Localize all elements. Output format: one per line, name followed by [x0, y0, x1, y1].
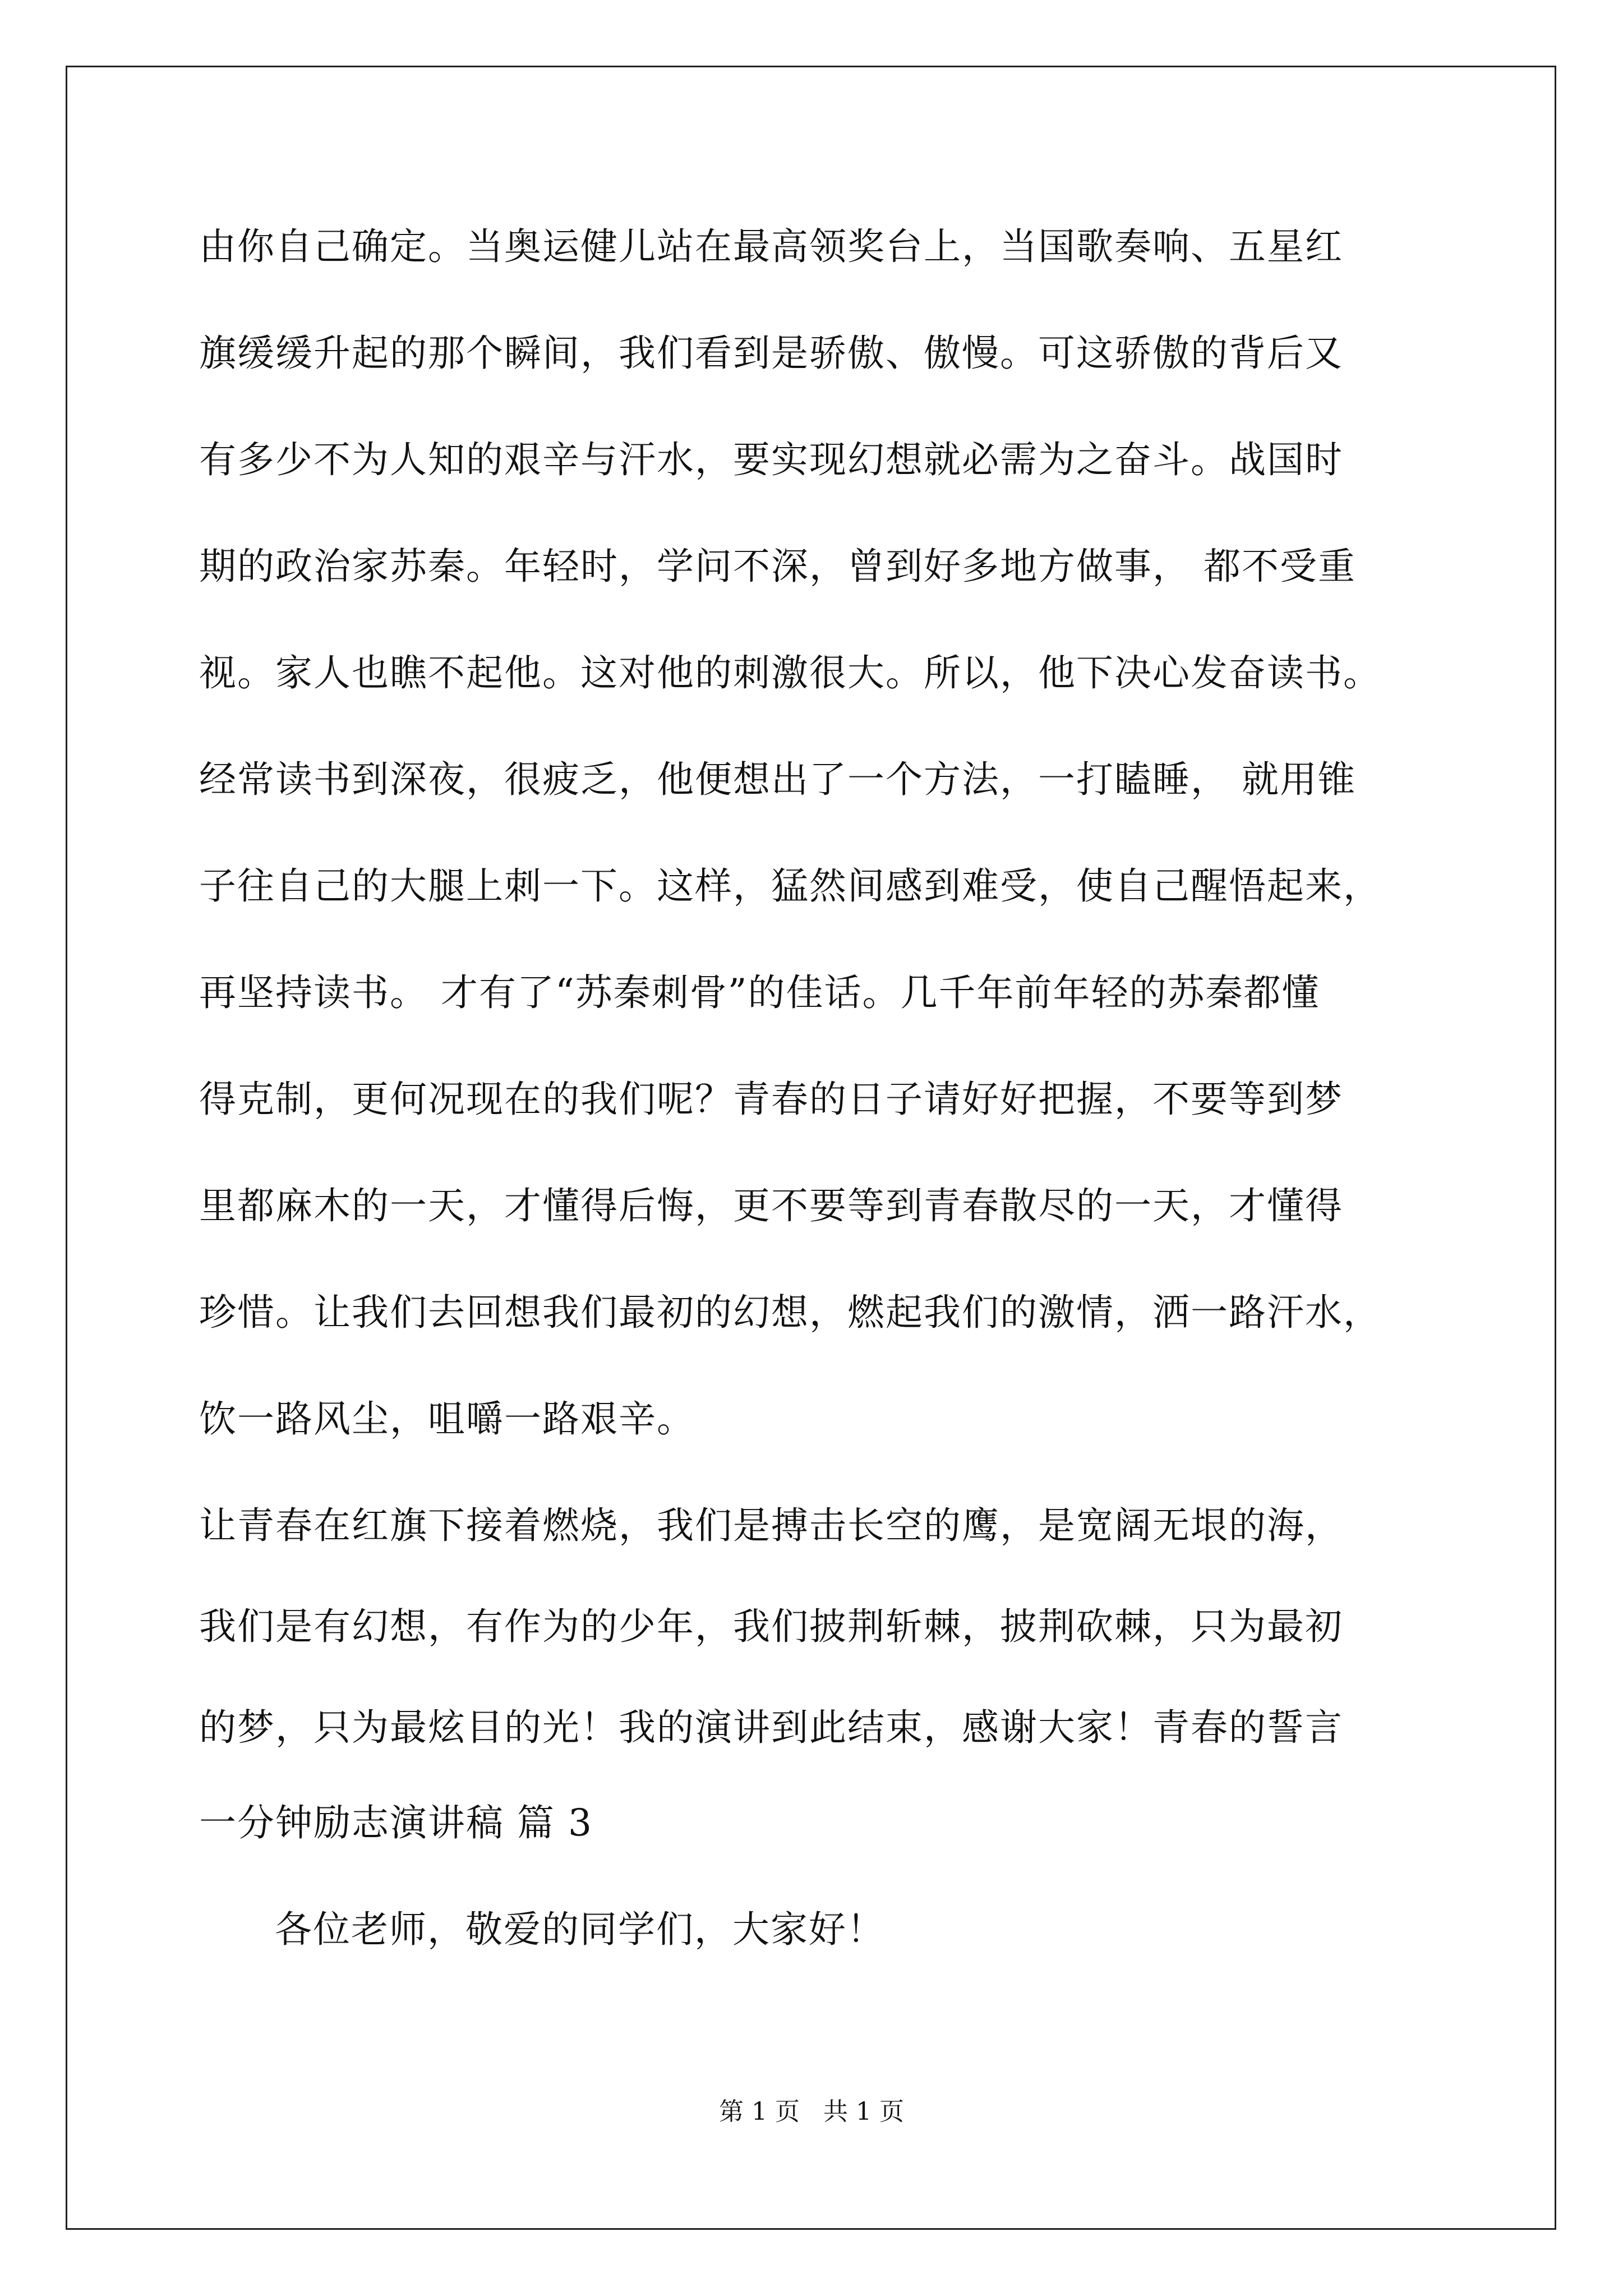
body-text-line: 旗缓缓升起的那个瞬间，我们看到是骄傲、傲慢。可这骄傲的背后又 [199, 332, 1343, 375]
body-text-line: 我们是有幻想，有作为的少年，我们披荆斩棘，披荆砍棘，只为最初 [199, 1605, 1343, 1648]
body-text-line: 期的政治家苏秦。年轻时，学问不深，曾到好多地方做事， 都不受重 [199, 545, 1356, 588]
body-text-line: 再坚持读书。 才有了“苏秦刺骨”的佳话。几千年前年轻的苏秦都懂 [199, 971, 1320, 1014]
body-text-line: 得克制，更何况现在的我们呢？青春的日子请好好把握，不要等到梦 [199, 1078, 1343, 1121]
body-text-line: 里都麻木的一天，才懂得后悔，更不要等到青春散尽的一天，才懂得 [199, 1184, 1343, 1227]
greeting-line: 各位老师，敬爱的同学们，大家好！ [275, 1908, 885, 1951]
body-text-line: 饮一路风尘，咀嚼一路艰辛。 [199, 1397, 695, 1441]
body-text-line: 子往自己的大腿上刺一下。这样，猛然间感到难受，使自己醒悟起来， [199, 864, 1381, 908]
body-text-line: 让青春在红旗下接着燃烧，我们是搏击长空的鹰，是宽阔无垠的海， [199, 1504, 1343, 1547]
body-text-line: 有多少不为人知的艰辛与汗水，要实现幻想就必需为之奋斗。战国时 [199, 438, 1343, 481]
body-text-line: 视。家人也瞧不起他。这对他的刺激很大。所以，他下决心发奋读书。 [199, 651, 1381, 694]
body-text-line: 由你自己确定。当奥运健儿站在最高领奖台上，当国歌奏响、五星红 [199, 225, 1343, 268]
body-text-line: 珍惜。让我们去回想我们最初的幻想，燃起我们的激情，洒一路汗水， [199, 1291, 1381, 1334]
page-footer: 第 1 页 共 1 页 [719, 2097, 904, 2126]
body-text-line: 的梦，只为最炫目的光！我的演讲到此结束，感谢大家！青春的誓言 [199, 1706, 1343, 1749]
body-text-line: 经常读书到深夜，很疲乏，他便想出了一个方法，一打瞌睡， 就用锥 [199, 758, 1356, 801]
section-heading: 一分钟励志演讲稿 篇 3 [199, 1801, 593, 1844]
